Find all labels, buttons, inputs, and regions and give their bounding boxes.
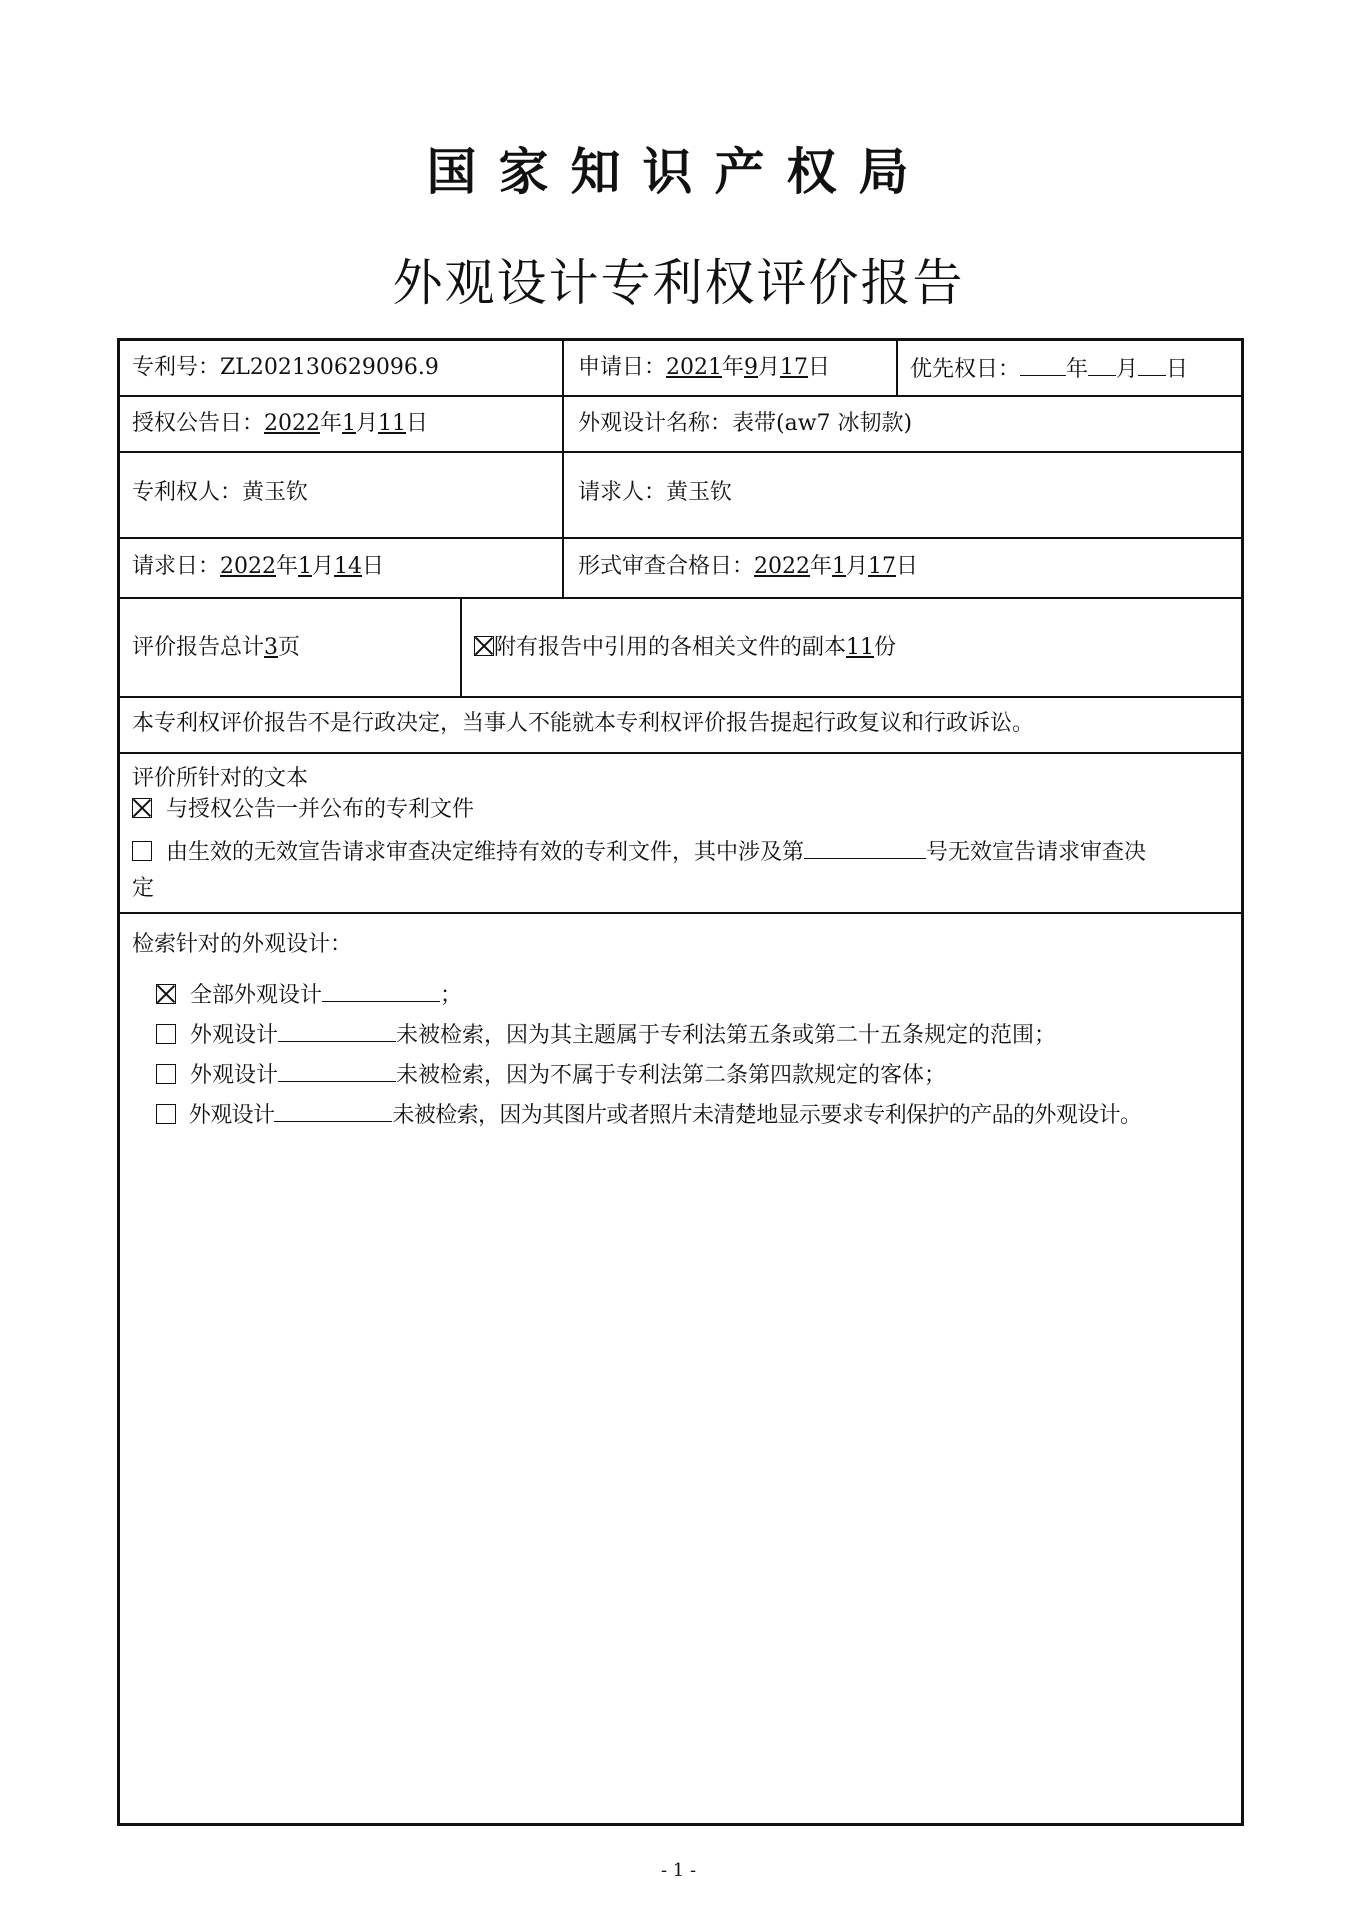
formal-month: 1 <box>832 554 847 579</box>
design-name: 外观设计名称：表带(aw7 冰韧款) <box>578 411 913 436</box>
search-item-all <box>156 979 462 1011</box>
design-blank <box>274 1099 392 1122</box>
patent-number-value: ZL202130629096.9 <box>220 355 439 380</box>
option-2-checkbox[interactable] <box>132 841 152 861</box>
page-number: - 1 - <box>660 1860 697 1881</box>
text-basis-option-2 <box>132 836 1146 868</box>
row-divider <box>120 752 1241 754</box>
search-not-object-label: 未被检索，因为不属于专利法第二条第四款规定的客体； <box>396 1063 947 1088</box>
request-date-label: 请求日： <box>132 554 221 579</box>
search-item-unclear <box>156 1099 1141 1131</box>
month-char: 月 <box>356 411 379 436</box>
design-prefix: 外观设计 <box>188 1103 275 1128</box>
total-pages-label: 评价报告总计 <box>132 635 265 660</box>
attached-copies-label: 附有报告中引用的各相关文件的副本 <box>494 635 847 660</box>
priority-month-blank <box>1088 353 1116 376</box>
column-divider <box>896 341 898 395</box>
grant-month: 1 <box>342 411 357 436</box>
search-item-not-object <box>156 1059 946 1091</box>
application-month: 9 <box>744 355 759 380</box>
row-divider <box>120 696 1241 698</box>
row-divider <box>120 451 1241 453</box>
day-char: 日 <box>896 554 919 579</box>
requester: 请求人：黄玉钦 <box>578 480 733 505</box>
decision-number-blank <box>804 836 926 859</box>
search-item-excluded-scope <box>156 1019 1056 1051</box>
text-basis-option-1 <box>132 795 474 825</box>
patent-number-label: 专利号： <box>132 355 221 380</box>
text-basis-heading: 评价所针对的文本 <box>132 766 309 791</box>
notice-text: 本专利权评价报告不是行政决定，当事人不能就本专利权评价报告提起行政复议和行政诉讼。 <box>132 711 1035 736</box>
year-char: 年 <box>276 554 299 579</box>
grant-date <box>132 409 428 439</box>
priority-day-blank <box>1138 353 1166 376</box>
month-char: 月 <box>758 355 781 380</box>
formal-year: 2022 <box>754 554 811 579</box>
option-2-label-cont: 号无效宣告请求审查决 <box>926 840 1147 865</box>
option-1-label: 与授权公告一并公布的专利文件 <box>166 797 475 822</box>
search-excluded-scope-checkbox[interactable] <box>156 1024 176 1044</box>
search-not-object-checkbox[interactable] <box>156 1064 176 1084</box>
priority-date <box>910 353 1188 385</box>
search-all-label: 全部外观设计 <box>190 983 323 1008</box>
search-unclear-checkbox[interactable] <box>156 1104 176 1124</box>
attached-copies-checkbox[interactable] <box>474 636 494 656</box>
priority-date-label: 优先权日： <box>910 357 1021 382</box>
request-day: 14 <box>334 554 363 579</box>
request-date <box>132 552 384 582</box>
patentee: 专利权人：黄玉钦 <box>132 480 309 505</box>
search-all-blank <box>322 979 440 1002</box>
priority-year-blank <box>1020 353 1066 376</box>
row-divider <box>120 537 1241 539</box>
request-year: 2022 <box>220 554 277 579</box>
report-title: 外观设计专利权评价报告 <box>392 254 965 312</box>
patent-number <box>132 353 439 383</box>
design-blank <box>278 1019 396 1042</box>
application-day: 17 <box>780 355 809 380</box>
option-2-label: 由生效的无效宣告请求审查决定维持有效的专利文件，其中涉及第 <box>166 840 805 865</box>
grant-year: 2022 <box>264 411 321 436</box>
grant-date-label: 授权公告日： <box>132 411 265 436</box>
formal-exam-label: 形式审查合格日： <box>578 554 755 579</box>
grant-day: 11 <box>378 411 407 436</box>
design-blank <box>278 1059 396 1082</box>
formal-exam-date <box>578 552 918 582</box>
search-all-checkbox[interactable] <box>156 984 176 1004</box>
attached-copies-count: 11 <box>846 635 875 660</box>
request-month: 1 <box>298 554 313 579</box>
row-divider <box>120 597 1241 599</box>
column-divider <box>562 341 564 597</box>
total-pages-value: 3 <box>264 635 279 660</box>
day-char: 日 <box>362 554 385 579</box>
total-pages <box>132 633 300 663</box>
row-divider <box>120 395 1241 397</box>
search-excluded-scope-label: 未被检索，因为其主题属于专利法第五条或第二十五条规定的范围； <box>396 1023 1057 1048</box>
pages-suffix: 页 <box>278 635 301 660</box>
search-unclear-label: 未被检索，因为其图片或者照片未清楚地显示要求专利保护的产品的外观设计。 <box>392 1103 1142 1128</box>
application-date-label: 申请日： <box>578 355 667 380</box>
application-date <box>578 353 830 383</box>
month-char: 月 <box>1116 357 1139 382</box>
office-title: 国家知识产权局 <box>426 143 931 201</box>
year-char: 年 <box>722 355 745 380</box>
design-prefix: 外观设计 <box>190 1063 279 1088</box>
formal-day: 17 <box>868 554 897 579</box>
copies-suffix: 份 <box>874 635 897 660</box>
year-char: 年 <box>1066 357 1089 382</box>
search-all-end: ； <box>440 983 463 1008</box>
row-divider <box>120 912 1241 914</box>
option-1-checkbox[interactable] <box>132 798 152 818</box>
year-char: 年 <box>810 554 833 579</box>
year-char: 年 <box>320 411 343 436</box>
month-char: 月 <box>312 554 335 579</box>
day-char: 日 <box>406 411 429 436</box>
report-form <box>117 338 1244 1826</box>
text-basis-option-2-wrap: 定 <box>132 876 155 901</box>
attached-copies <box>474 633 896 663</box>
month-char: 月 <box>846 554 869 579</box>
column-divider <box>460 597 462 696</box>
search-heading: 检索针对的外观设计： <box>132 932 353 957</box>
application-year: 2021 <box>666 355 723 380</box>
day-char: 日 <box>808 355 831 380</box>
day-char: 日 <box>1166 357 1189 382</box>
design-prefix: 外观设计 <box>190 1023 279 1048</box>
